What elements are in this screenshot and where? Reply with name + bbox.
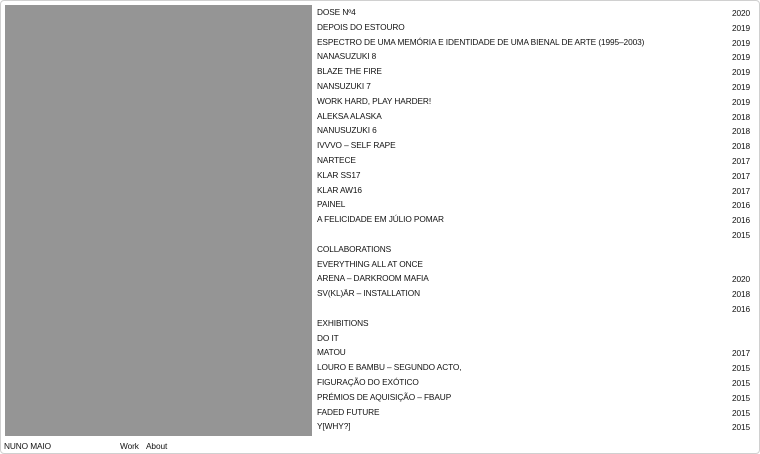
project-year: 2015	[731, 377, 750, 388]
project-title[interactable]: WORK HARD, PLAY HARDER!	[317, 95, 432, 106]
project-year: 2019	[731, 67, 750, 78]
project-year: 2018	[731, 111, 750, 122]
project-title[interactable]: LOURO E BAMBU – SEGUNDO ACTO,	[317, 362, 462, 373]
project-title[interactable]: ESPECTRO DE UMA MEMÓRIA E IDENTIDADE DE UMA BIENAL DE ARTE (1995–2003)	[317, 36, 645, 47]
project-year: 2016	[731, 200, 750, 211]
nav-about-link[interactable]: About	[146, 441, 168, 451]
section-heading: COLLABORATIONS	[317, 243, 392, 254]
project-year: 2019	[731, 96, 750, 107]
preview-image	[5, 5, 312, 436]
section-heading: EXHIBITIONS	[317, 317, 369, 328]
project-title[interactable]: FIGURAÇÃO DO EXÓTICO	[317, 376, 419, 387]
project-title[interactable]: NARTECE	[317, 154, 356, 165]
project-title[interactable]: KLAR SS17	[317, 169, 361, 180]
project-year: 2017	[731, 170, 750, 181]
project-year: 2017	[731, 185, 750, 196]
project-title[interactable]: BLAZE THE FIRE	[317, 66, 382, 77]
list-spacer	[710, 258, 750, 273]
project-title[interactable]: NANSUZUKI 7	[317, 80, 371, 91]
project-title[interactable]: NANUSUZUKI 6	[317, 125, 377, 136]
project-title[interactable]: KLAR AW16	[317, 184, 362, 195]
project-title[interactable]: DO IT	[317, 332, 339, 343]
list-spacer	[710, 317, 750, 332]
project-year: 2016	[731, 215, 750, 226]
project-year: 2015	[731, 363, 750, 374]
project-title[interactable]: NANASUZUKI 8	[317, 51, 377, 62]
project-year: 2020	[731, 274, 750, 285]
project-year-list	[710, 6, 750, 435]
project-year: 2015	[731, 407, 750, 418]
project-year: 2017	[731, 155, 750, 166]
project-title[interactable]: Y[WHY?]	[317, 421, 351, 432]
project-title[interactable]: FADED FUTURE	[317, 406, 380, 417]
project-year: 2018	[731, 289, 750, 300]
site-brand[interactable]: NUNO MAIO	[4, 441, 52, 451]
project-year: 2020	[731, 8, 750, 18]
project-year: 2019	[731, 81, 750, 92]
project-title[interactable]: ARENA – DARKROOM MAFIA	[317, 273, 429, 284]
list-spacer	[317, 227, 727, 242]
project-year: 2015	[731, 422, 750, 433]
project-title[interactable]: EVERYTHING ALL AT ONCE	[317, 258, 423, 269]
project-title[interactable]: SV(KL)ÄR – INSTALLATION	[317, 288, 420, 299]
project-year: 2015	[731, 229, 750, 240]
project-year: 2018	[731, 141, 750, 152]
project-title-list	[317, 5, 727, 434]
project-year: 2017	[731, 348, 750, 359]
project-title[interactable]: DOSE Nº4	[317, 7, 356, 17]
footer	[4, 440, 304, 452]
project-title[interactable]: PAINEL	[317, 199, 346, 210]
project-title[interactable]: A FELICIDADE EM JÚLIO POMAR	[317, 214, 444, 225]
project-title[interactable]: PRÉMIOS DE AQUISIÇÃO – FBAUP	[317, 391, 452, 402]
project-title[interactable]: DEPOIS DO ESTOURO	[317, 21, 405, 32]
project-title[interactable]: MATOU	[317, 347, 346, 358]
project-year: 2015	[731, 392, 750, 403]
nav-work-link[interactable]: Work	[120, 441, 139, 451]
project-year: 2019	[731, 22, 750, 33]
project-title[interactable]: IVVVO – SELF RAPE	[317, 140, 396, 151]
project-year: 2019	[731, 52, 750, 63]
project-year: 2018	[731, 126, 750, 137]
project-year: 2019	[731, 37, 750, 48]
project-title[interactable]: ALEKSA ALASKA	[317, 110, 382, 121]
list-spacer	[710, 332, 750, 347]
list-spacer	[317, 301, 727, 316]
list-spacer	[710, 243, 750, 258]
project-year: 2016	[731, 303, 750, 314]
